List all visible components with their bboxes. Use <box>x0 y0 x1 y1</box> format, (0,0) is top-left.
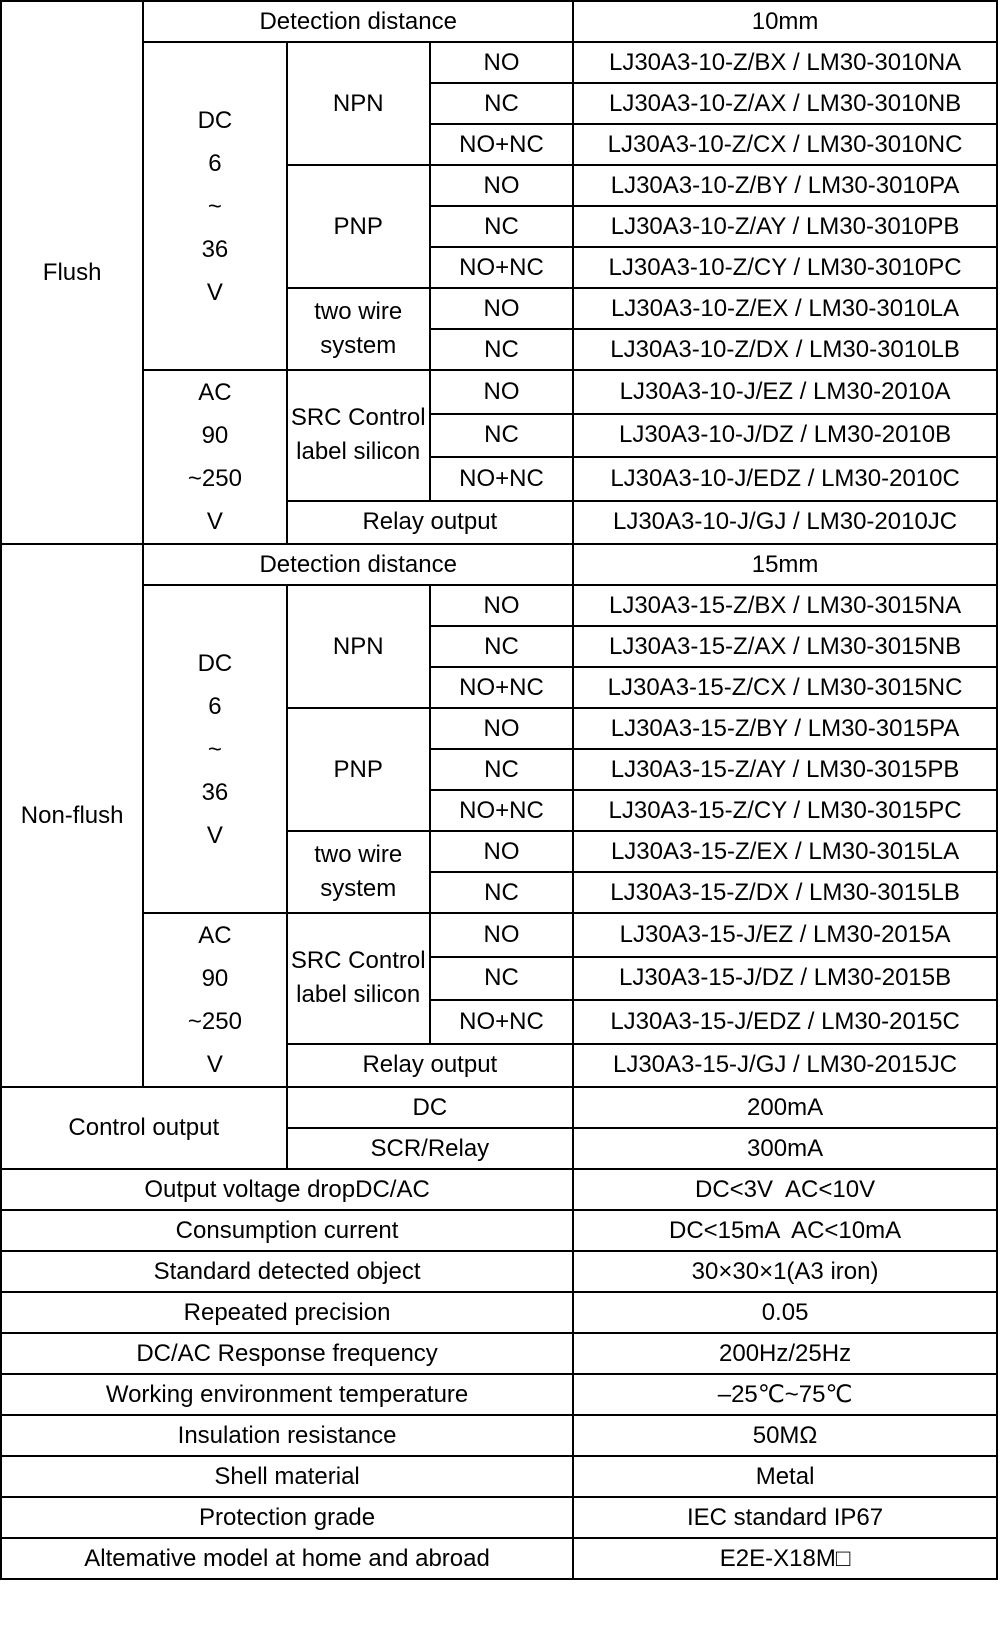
spec-label: Shell material <box>1 1456 573 1497</box>
two-wire-label: two wire system <box>287 288 430 370</box>
voltage-line: DC <box>197 649 233 677</box>
spec-value: IEC standard IP67 <box>573 1497 997 1538</box>
table-row <box>1 1333 997 1374</box>
contact-type: NC <box>430 206 573 247</box>
table-row <box>1 42 997 83</box>
voltage-line: 90 <box>201 965 229 992</box>
voltage-line: 6 <box>208 149 222 177</box>
table-row <box>1 370 997 414</box>
model-number: LJ30A3-15-J/DZ / LM30-2015B <box>573 957 997 1001</box>
model-number: LJ30A3-10-Z/EX / LM30-3010LA <box>573 288 997 329</box>
voltage-line: 36 <box>201 235 229 263</box>
detection-distance-label: Detection distance <box>143 544 573 585</box>
contact-type: NO <box>430 42 573 83</box>
mount-type-label: Non-flush <box>1 544 143 1087</box>
model-number: LJ30A3-10-Z/CY / LM30-3010PC <box>573 247 997 288</box>
detection-distance-value: 15mm <box>573 544 997 585</box>
spec-label: Standard detected object <box>1 1251 573 1292</box>
detection-distance-value: 10mm <box>573 1 997 42</box>
model-number: LJ30A3-10-Z/BY / LM30-3010PA <box>573 165 997 206</box>
contact-type: NO+NC <box>430 124 573 165</box>
model-number: LJ30A3-10-Z/BX / LM30-3010NA <box>573 42 997 83</box>
control-output-value: 200mA <box>573 1087 997 1128</box>
model-number: LJ30A3-10-Z/AX / LM30-3010NB <box>573 83 997 124</box>
contact-type: NO <box>430 831 573 872</box>
model-number: LJ30A3-15-Z/AX / LM30-3015NB <box>573 626 997 667</box>
contact-type: NC <box>430 872 573 913</box>
spec-label: Repeated precision <box>1 1292 573 1333</box>
ac-voltage-cell <box>143 370 286 544</box>
src-label: SRC Control label silicon <box>287 370 430 501</box>
table-row <box>1 1169 997 1210</box>
control-output-kind: DC <box>287 1087 574 1128</box>
contact-type: NO <box>430 165 573 206</box>
voltage-line: V <box>206 508 223 535</box>
pnp-label: PNP <box>287 165 430 288</box>
model-number: LJ30A3-10-J/GJ / LM30-2010JC <box>573 501 997 545</box>
voltage-line: V <box>206 278 223 306</box>
control-output-label: Control output <box>1 1087 287 1169</box>
model-number: LJ30A3-10-Z/DX / LM30-3010LB <box>573 329 997 370</box>
voltage-line: ~ <box>207 735 222 763</box>
table-row <box>1 913 997 957</box>
contact-type: NO+NC <box>430 667 573 708</box>
voltage-line: AC <box>198 379 232 406</box>
model-number: LJ30A3-10-Z/AY / LM30-3010PB <box>573 206 997 247</box>
spec-value: DC<3V AC<10V <box>573 1169 997 1210</box>
spec-label: Working environment temperature <box>1 1374 573 1415</box>
model-number: LJ30A3-15-Z/AY / LM30-3015PB <box>573 749 997 790</box>
model-number: LJ30A3-15-Z/BY / LM30-3015PA <box>573 708 997 749</box>
spec-label: Consumption current <box>1 1210 573 1251</box>
contact-type: NC <box>430 414 573 458</box>
model-number: LJ30A3-15-Z/EX / LM30-3015LA <box>573 831 997 872</box>
table-row <box>1 585 997 626</box>
pnp-label: PNP <box>287 708 430 831</box>
spec-label: Protection grade <box>1 1497 573 1538</box>
contact-type: NC <box>430 626 573 667</box>
model-number: LJ30A3-15-J/EZ / LM30-2015A <box>573 913 997 957</box>
table-row <box>1 1374 997 1415</box>
voltage-line: 36 <box>201 778 229 806</box>
spec-value: DC<15mA AC<10mA <box>573 1210 997 1251</box>
control-output-kind: SCR/Relay <box>287 1128 574 1169</box>
spec-value: –25℃~75℃ <box>573 1374 997 1415</box>
table-row <box>1 1538 997 1579</box>
table-row <box>1 1415 997 1456</box>
contact-type: NO+NC <box>430 1000 573 1044</box>
contact-type: NO+NC <box>430 247 573 288</box>
two-wire-label: two wire system <box>287 831 430 913</box>
dc-voltage-cell <box>143 42 286 370</box>
contact-type: NC <box>430 329 573 370</box>
voltage-line: ~250 <box>187 465 242 492</box>
voltage-line: ~250 <box>187 1008 242 1035</box>
model-number: LJ30A3-15-Z/CX / LM30-3015NC <box>573 667 997 708</box>
model-number: LJ30A3-15-Z/DX / LM30-3015LB <box>573 872 997 913</box>
table-row <box>1 544 997 585</box>
spec-label: DC/AC Response frequency <box>1 1333 573 1374</box>
model-number: LJ30A3-10-J/EZ / LM30-2010A <box>573 370 997 414</box>
table-row <box>1 1087 997 1128</box>
contact-type: NC <box>430 749 573 790</box>
spec-value: 50MΩ <box>573 1415 997 1456</box>
contact-type: NO+NC <box>430 457 573 501</box>
contact-type: NO <box>430 370 573 414</box>
contact-type: NO <box>430 585 573 626</box>
model-number: LJ30A3-15-J/EDZ / LM30-2015C <box>573 1000 997 1044</box>
spec-value: 200Hz/25Hz <box>573 1333 997 1374</box>
npn-label: NPN <box>287 585 430 708</box>
table-row <box>1 1497 997 1538</box>
contact-type: NO <box>430 288 573 329</box>
model-number: LJ30A3-10-Z/CX / LM30-3010NC <box>573 124 997 165</box>
relay-output-label: Relay output <box>287 501 574 545</box>
contact-type: NC <box>430 83 573 124</box>
voltage-line: V <box>206 821 223 849</box>
contact-type: NC <box>430 957 573 1001</box>
spec-value: E2E-X18M□ <box>573 1538 997 1579</box>
detection-distance-label: Detection distance <box>143 1 573 42</box>
table-row <box>1 1292 997 1333</box>
voltage-line: V <box>206 1051 223 1078</box>
mount-type-label: Flush <box>1 1 143 544</box>
voltage-line: 6 <box>208 692 222 720</box>
model-number: LJ30A3-15-Z/CY / LM30-3015PC <box>573 790 997 831</box>
spec-value: Metal <box>573 1456 997 1497</box>
model-number: LJ30A3-10-J/DZ / LM30-2010B <box>573 414 997 458</box>
model-number: LJ30A3-15-J/GJ / LM30-2015JC <box>573 1044 997 1088</box>
spec-value: 30×30×1(A3 iron) <box>573 1251 997 1292</box>
contact-type: NO <box>430 913 573 957</box>
table-row <box>1 1251 997 1292</box>
control-output-value: 300mA <box>573 1128 997 1169</box>
table-row <box>1 1 997 42</box>
dc-voltage-cell <box>143 585 286 913</box>
spec-label: Output voltage dropDC/AC <box>1 1169 573 1210</box>
npn-label: NPN <box>287 42 430 165</box>
contact-type: NO+NC <box>430 790 573 831</box>
model-number: LJ30A3-15-Z/BX / LM30-3015NA <box>573 585 997 626</box>
table-row <box>1 1456 997 1497</box>
voltage-line: AC <box>198 922 232 949</box>
spec-label: Altemative model at home and abroad <box>1 1538 573 1579</box>
spec-value: 0.05 <box>573 1292 997 1333</box>
spec-label: Insulation resistance <box>1 1415 573 1456</box>
relay-output-label: Relay output <box>287 1044 574 1088</box>
voltage-line: ~ <box>207 192 222 220</box>
voltage-line: DC <box>197 106 233 134</box>
contact-type: NO <box>430 708 573 749</box>
voltage-line: 90 <box>201 422 229 449</box>
table-row <box>1 1210 997 1251</box>
src-label: SRC Control label silicon <box>287 913 430 1044</box>
model-number: LJ30A3-10-J/EDZ / LM30-2010C <box>573 457 997 501</box>
ac-voltage-cell <box>143 913 286 1087</box>
